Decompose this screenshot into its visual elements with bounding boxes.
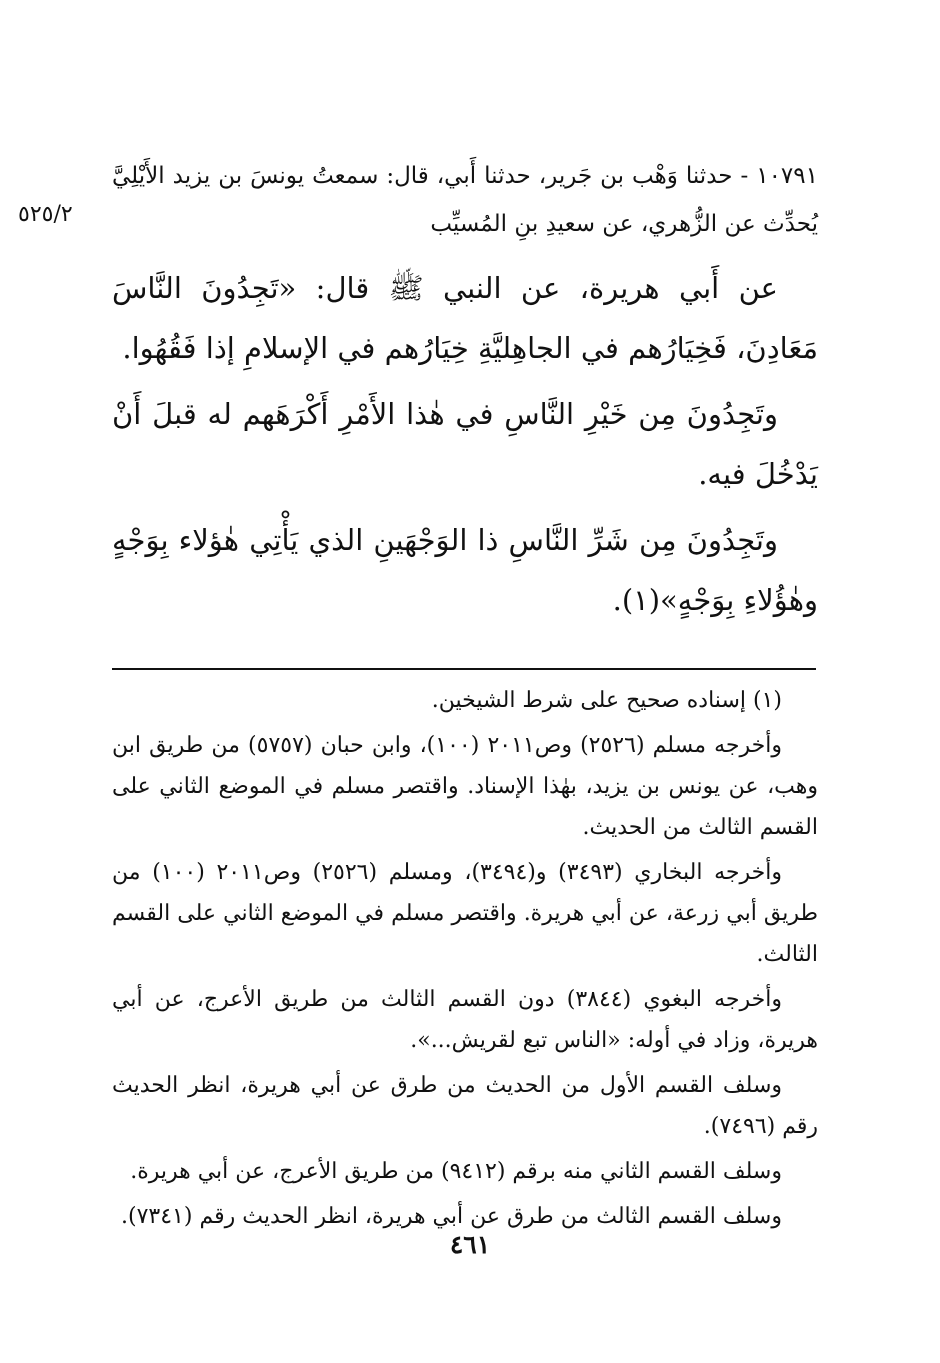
page-number: ٤٦١ xyxy=(449,1230,491,1259)
hadith-isnad: ١٠٧٩١ - حدثنا وَهْب بن جَرير، حدثنا أَبي، قال: سمعتُ يونسَ بن يزيد الأَيْلِيَّ يُحدِّث عن الزُّهري، عن سعيدِ بنِ المُسيِّب xyxy=(112,163,818,237)
footnote-4: وأخرجه البغوي (٣٨٤٤) دون القسم الثالث من طريق الأعرج، عن أبي هريرة، وزاد في أوله: «الناس تبع لقريش...». xyxy=(112,987,818,1053)
matn-paragraph-1: عن أَبي هريرة، عن النبي ﷺ قال: «تَجِدُونَ النَّاسَ مَعَادِنَ، فَخِيَارُهم في الجاهِليَّةِ خِيَارُهم في الإسلامِ إذا فَقُهُوا. xyxy=(112,271,818,365)
footnote-7: وسلف القسم الثالث من طرق عن أبي هريرة، انظر الحديث رقم (٧٣٤١). xyxy=(121,1204,782,1229)
footnotes xyxy=(112,680,818,1241)
hadith-matn xyxy=(112,258,818,636)
footnote-3: وأخرجه البخاري (٣٤٩٣) و(٣٤٩٤)، ومسلم (٢٥٢٦) وص٢٠١١ (١٠٠) من طريق أبي زرعة، عن أبي هريرة. واقتصر مسلم في الموضع الثاني على القسم الثالث. xyxy=(112,860,818,967)
footnote-6: وسلف القسم الثاني منه برقم (٩٤١٢) من طريق الأعرج، عن أبي هريرة. xyxy=(130,1159,782,1184)
footnote-2: وأخرجه مسلم (٢٥٢٦) وص٢٠١١ (١٠٠)، وابن حبان (٥٧٥٧) من طريق ابن وهب، عن يونس بن يزيد، بهٰذا الإسناد. واقتصر مسلم في الموضع الثاني على القسم الثالث من الحديث. xyxy=(112,733,818,840)
matn-paragraph-2: وتَجِدُونَ مِن خَيْرِ النَّاسِ في هٰذا الأَمْرِ أَكْرَهَهم له قبلَ أَنْ يَدْخُلَ فيه. xyxy=(112,397,818,491)
footnote-5: وسلف القسم الأول من الحديث من طرق عن أبي هريرة، انظر الحديث رقم (٧٤٩٦). xyxy=(112,1073,818,1139)
footnote-divider xyxy=(112,668,816,670)
matn-paragraph-3: وتَجِدُونَ مِن شَرِّ النَّاسِ ذا الوَجْهَينِ الذي يَأْتِي هٰؤلاء بِوَجْهٍ وهٰؤُلاءِ بِوَجْهٍ»(١). xyxy=(112,523,818,617)
volume-page-reference: ٥٢٥/٢ xyxy=(18,202,73,227)
footnote-1: (١) إسناده صحيح على شرط الشيخين. xyxy=(431,688,782,713)
